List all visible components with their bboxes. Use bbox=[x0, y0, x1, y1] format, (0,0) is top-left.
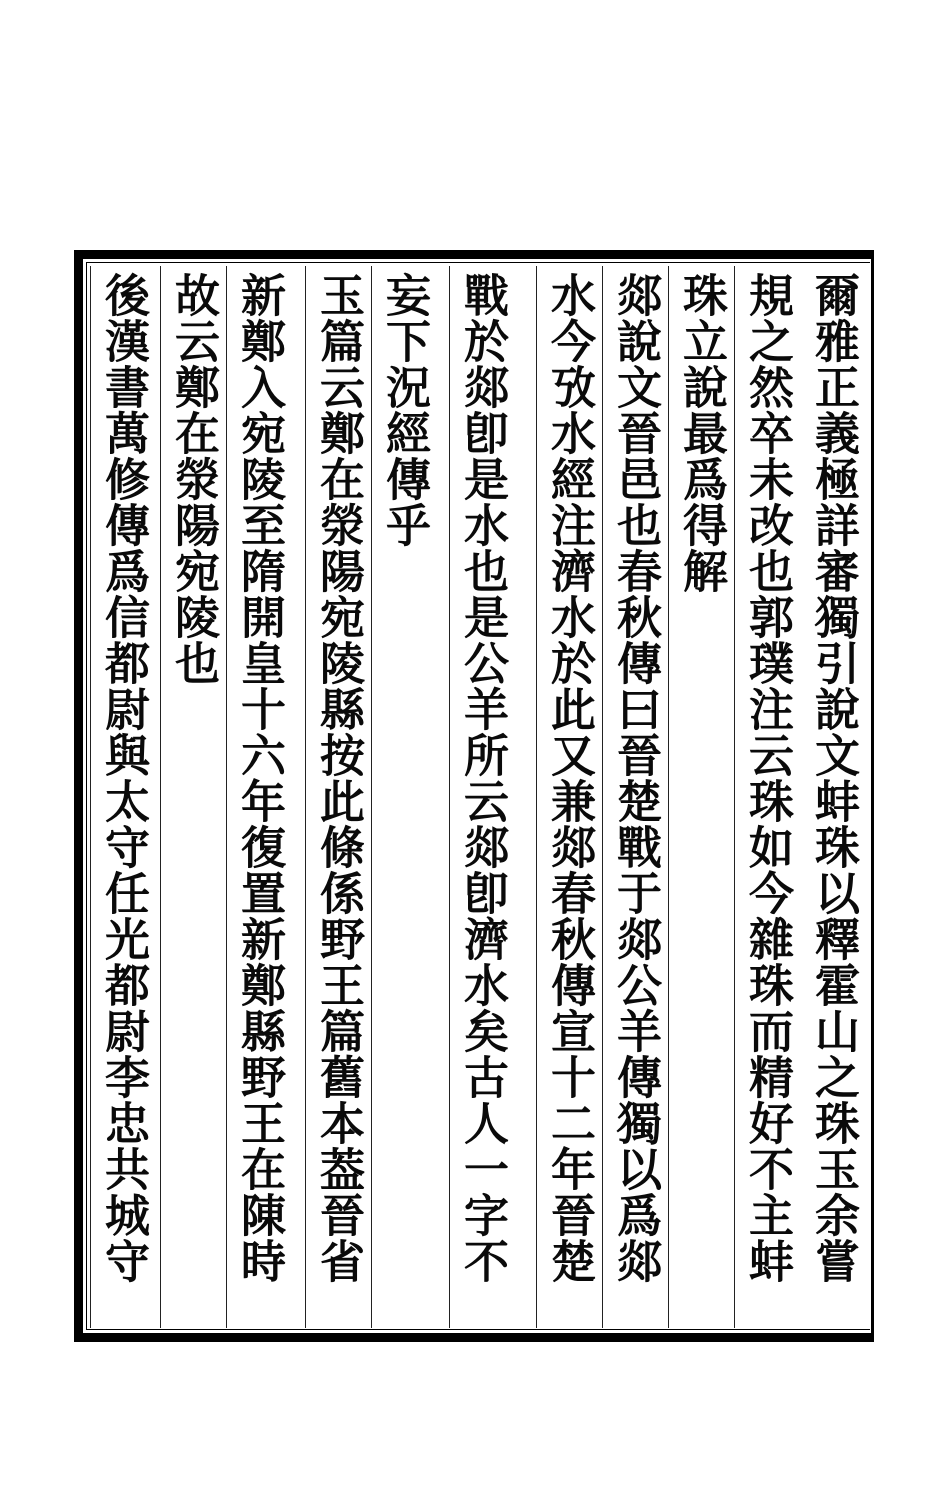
text-column-2 bbox=[734, 266, 800, 1328]
column-text: 新鄭入宛陵至隋開皇十六年復置新鄭縣野王在陳時 bbox=[233, 272, 286, 1284]
column-text: 規之然卒未改也郭璞注云珠如今雜珠而精好不主蚌 bbox=[741, 272, 794, 1284]
text-column-1 bbox=[800, 266, 866, 1328]
column-text: 戰於郯卽是水也是公羊所云郯卽濟水矣古人一字不 bbox=[456, 272, 509, 1284]
column-text: 妄下況經傳乎 bbox=[378, 272, 431, 548]
column-text: 郯說文晉邑也春秋傳曰晉楚戰于郯公羊傳獨以爲郯 bbox=[609, 272, 662, 1284]
text-column-6 bbox=[449, 266, 515, 1328]
column-text: 故云鄭在滎陽宛陵也 bbox=[167, 272, 220, 686]
text-column-4 bbox=[602, 266, 668, 1328]
text-column-11 bbox=[90, 266, 156, 1328]
column-text: 後漢書萬修傳爲信都尉與太守任光都尉李忠共城守 bbox=[97, 272, 150, 1284]
text-column-5 bbox=[536, 266, 602, 1328]
text-column-10 bbox=[160, 266, 226, 1328]
text-column-9 bbox=[226, 266, 292, 1328]
text-column-7 bbox=[371, 266, 437, 1328]
text-column-3 bbox=[668, 266, 734, 1328]
text-column-8 bbox=[305, 266, 371, 1328]
column-text: 水今攷水經注濟水於此又兼郯春秋傳宣十二年晉楚 bbox=[543, 272, 596, 1284]
column-text: 珠立說最爲得解 bbox=[675, 272, 728, 594]
column-text: 玉篇云鄭在滎陽宛陵縣按此條係野王篇舊本葢晉省 bbox=[312, 272, 365, 1284]
column-text: 爾雅正義極詳審獨引說文蚌珠以釋霍山之珠玉余嘗 bbox=[807, 272, 860, 1284]
